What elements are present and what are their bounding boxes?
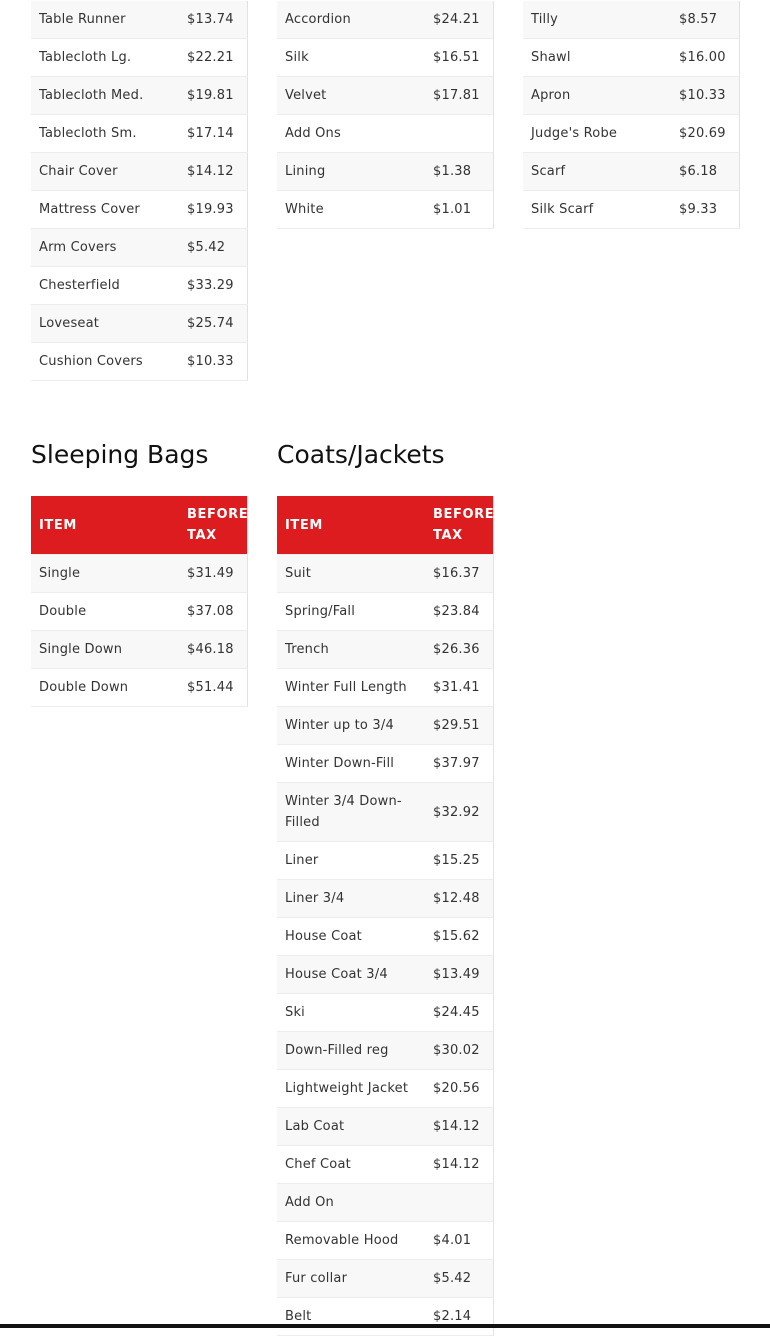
table-row — [277, 745, 493, 783]
table-row — [523, 115, 739, 153]
table-row — [277, 1298, 493, 1336]
item-name: Tablecloth Lg. — [31, 39, 179, 77]
item-price: $26.36 — [425, 631, 493, 669]
item-name: White — [277, 191, 425, 229]
item-name: Lightweight Jacket — [277, 1070, 425, 1108]
item-name: Shawl — [523, 39, 671, 77]
table-row — [277, 115, 493, 153]
table-row — [277, 555, 493, 593]
drapes-table-col2 — [277, 1, 493, 229]
item-name: Fur collar — [277, 1260, 425, 1298]
bottom-edge-bar — [0, 1324, 770, 1328]
item-price: $2.14 — [425, 1298, 493, 1336]
item-name: Scarf — [523, 153, 671, 191]
item-price: $32.92 — [425, 783, 493, 842]
item-price: $23.84 — [425, 593, 493, 631]
table-row — [31, 631, 247, 669]
item-name: Tablecloth Sm. — [31, 115, 179, 153]
item-name: Lab Coat — [277, 1108, 425, 1146]
coats-jackets-heading: Coats/Jackets — [277, 440, 445, 469]
item-name: Add Ons — [277, 115, 425, 153]
table-row — [277, 880, 493, 918]
table-row — [31, 1, 247, 39]
item-price: $19.81 — [179, 77, 247, 115]
item-price: $5.42 — [425, 1260, 493, 1298]
item-name: Ski — [277, 994, 425, 1032]
table-row — [277, 707, 493, 745]
item-price — [425, 115, 493, 153]
table-header-row — [31, 496, 247, 555]
table-row — [31, 39, 247, 77]
table-row — [31, 77, 247, 115]
item-name: Accordion — [277, 1, 425, 39]
item-price: $30.02 — [425, 1032, 493, 1070]
table-row — [277, 593, 493, 631]
item-price: $46.18 — [179, 631, 247, 669]
item-name: Removable Hood — [277, 1222, 425, 1260]
item-name: Table Runner — [31, 1, 179, 39]
table-row — [277, 1222, 493, 1260]
table-row — [31, 305, 247, 343]
item-price: $10.33 — [179, 343, 247, 381]
table-header-row — [277, 496, 493, 555]
item-price: $1.38 — [425, 153, 493, 191]
table-row — [277, 77, 493, 115]
table-row — [31, 115, 247, 153]
item-name: Velvet — [277, 77, 425, 115]
table-row — [31, 267, 247, 305]
price-table — [277, 1, 494, 229]
sleeping-bags-heading: Sleeping Bags — [31, 440, 209, 469]
table-row — [277, 956, 493, 994]
item-name: Double Down — [31, 669, 179, 707]
header-before-tax: BEFORE TAX — [179, 496, 247, 555]
item-name: Winter Down-Fill — [277, 745, 425, 783]
item-name: Silk Scarf — [523, 191, 671, 229]
item-price: $17.81 — [425, 77, 493, 115]
table-row — [277, 1260, 493, 1298]
item-price: $9.33 — [671, 191, 739, 229]
table-row — [523, 191, 739, 229]
table-row — [277, 918, 493, 956]
item-name: Chef Coat — [277, 1146, 425, 1184]
item-name: Silk — [277, 39, 425, 77]
table-row — [277, 1, 493, 39]
header-item: ITEM — [31, 496, 179, 555]
table-row — [523, 153, 739, 191]
table-row — [277, 191, 493, 229]
item-price: $14.12 — [179, 153, 247, 191]
sleeping-bags-table — [31, 496, 247, 707]
item-price: $33.29 — [179, 267, 247, 305]
item-price: $6.18 — [671, 153, 739, 191]
table-row — [31, 229, 247, 267]
table-row — [277, 669, 493, 707]
item-name: Liner 3/4 — [277, 880, 425, 918]
item-price: $17.14 — [179, 115, 247, 153]
item-price: $12.48 — [425, 880, 493, 918]
item-price: $24.45 — [425, 994, 493, 1032]
item-price: $29.51 — [425, 707, 493, 745]
table-row — [277, 842, 493, 880]
table-row — [523, 77, 739, 115]
item-name: Chesterfield — [31, 267, 179, 305]
item-price: $16.00 — [671, 39, 739, 77]
header-before-tax: BEFORE TAX — [425, 496, 493, 555]
item-price: $20.56 — [425, 1070, 493, 1108]
item-name: Single — [31, 555, 179, 593]
item-name: House Coat 3/4 — [277, 956, 425, 994]
item-price: $4.01 — [425, 1222, 493, 1260]
price-table — [523, 1, 740, 229]
table-row — [31, 593, 247, 631]
table-row — [277, 994, 493, 1032]
item-name: Loveseat — [31, 305, 179, 343]
item-price: $15.25 — [425, 842, 493, 880]
item-price: $14.12 — [425, 1146, 493, 1184]
table-row — [277, 153, 493, 191]
item-name: Mattress Cover — [31, 191, 179, 229]
item-name: Tablecloth Med. — [31, 77, 179, 115]
item-price — [425, 1184, 493, 1222]
item-price: $8.57 — [671, 1, 739, 39]
item-name: Apron — [523, 77, 671, 115]
item-name: Down-Filled reg — [277, 1032, 425, 1070]
item-price: $13.49 — [425, 956, 493, 994]
item-price: $37.08 — [179, 593, 247, 631]
item-price: $24.21 — [425, 1, 493, 39]
table-row — [31, 343, 247, 381]
item-name: Winter Full Length — [277, 669, 425, 707]
item-price: $20.69 — [671, 115, 739, 153]
table-row — [31, 555, 247, 593]
item-price: $16.37 — [425, 555, 493, 593]
item-name: Arm Covers — [31, 229, 179, 267]
item-price: $19.93 — [179, 191, 247, 229]
item-name: Lining — [277, 153, 425, 191]
table-row — [277, 1146, 493, 1184]
item-name: Belt — [277, 1298, 425, 1336]
item-name: Judge's Robe — [523, 115, 671, 153]
item-name: Suit — [277, 555, 425, 593]
header-item: ITEM — [277, 496, 425, 555]
item-name: Add On — [277, 1184, 425, 1222]
item-price: $51.44 — [179, 669, 247, 707]
table-row — [277, 631, 493, 669]
accessories-table-col3 — [523, 1, 739, 229]
table-row — [523, 1, 739, 39]
item-price: $5.42 — [179, 229, 247, 267]
item-name: Winter up to 3/4 — [277, 707, 425, 745]
table-row — [277, 1184, 493, 1222]
item-name: Cushion Covers — [31, 343, 179, 381]
item-name: Single Down — [31, 631, 179, 669]
table-row — [31, 191, 247, 229]
table-row — [31, 153, 247, 191]
item-price: $13.74 — [179, 1, 247, 39]
item-name: Winter 3/4 Down-Filled — [277, 783, 425, 842]
table-row — [277, 1032, 493, 1070]
table-row — [523, 39, 739, 77]
item-price: $25.74 — [179, 305, 247, 343]
item-name: Trench — [277, 631, 425, 669]
table-row — [277, 39, 493, 77]
item-price: $31.41 — [425, 669, 493, 707]
item-price: $14.12 — [425, 1108, 493, 1146]
item-price: $10.33 — [671, 77, 739, 115]
item-name: Chair Cover — [31, 153, 179, 191]
table-row — [277, 1108, 493, 1146]
item-name: Liner — [277, 842, 425, 880]
item-name: House Coat — [277, 918, 425, 956]
item-name: Spring/Fall — [277, 593, 425, 631]
coats-jackets-table — [277, 496, 493, 1336]
table-row — [277, 783, 493, 842]
table-row — [277, 1070, 493, 1108]
table-row — [31, 669, 247, 707]
item-name: Tilly — [523, 1, 671, 39]
item-price: $31.49 — [179, 555, 247, 593]
item-name: Double — [31, 593, 179, 631]
price-table — [31, 1, 248, 381]
item-price: $37.97 — [425, 745, 493, 783]
item-price: $22.21 — [179, 39, 247, 77]
item-price: $16.51 — [425, 39, 493, 77]
item-price: $15.62 — [425, 918, 493, 956]
household-table-col1 — [31, 1, 247, 381]
item-price: $1.01 — [425, 191, 493, 229]
